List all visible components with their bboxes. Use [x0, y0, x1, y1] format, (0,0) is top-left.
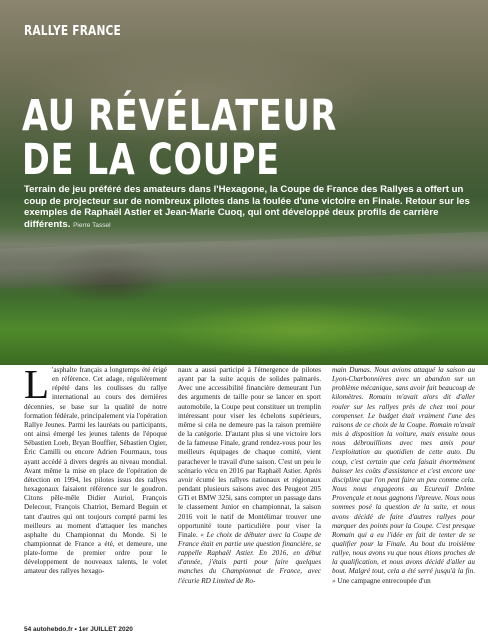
drop-cap: L: [24, 366, 50, 407]
headline: [22, 91, 381, 185]
column-2: [178, 366, 321, 624]
column-3-quote: main Dumas. Nous avions attaqué la saison au Lyon-Charbonnières avec un abandon sur un problème mécanique, sans avoir fait beaucoup de kilomètres. Romain m'avait alors dit d'aller rouler sur les rallyes près de chez moi pour compenser. Le budget était vraiment l'une des raisons de ce choix de la Coupe. Romain m'avait mis à disposition la voiture, mais ensuite nous nous débrouillions avec mes amis pour l'exploitation au quotidien de cette auto. Du coup, c'est certain que cela faisait énormément baisser les coûts d'assistance et c'est encore une discipline que l'on peut faire un peu comme cela. Nous nous engageons au Ecureuil Drôme Provençale et nous gagnons l'épreuve. Nous nous sommes posé la question de la suite, et nous avons décidé de faire d'autres rallyes pour marquer des points pour la Coupe. C'est presque Romain qui a eu l'idée en fait de tenter de se qualifier pour la Finale. Au bout du troisième rallye, nous avons vu que nous étions proches de la qualification, et nous avons décidé d'aller au bout. Malgré tout, cela a été serré jusqu'à la fin. »: [332, 366, 475, 585]
column-3: [332, 366, 475, 624]
column-2-text: naux a aussi participé à l'émergence de pilotes ayant par la suite acquis de solides palmarès. Avec une accessibilité financière demeurant l'un des arguments de taille pour se lancer en sport automobile, la Coupe peut constituer un tremplin intéressant pour viser les échelons supérieurs, même si cela ne demeure pas la raison première de la catégorie. D'autant plus si une victoire lors de la fameuse Finale, grand rendez-vous pour les meilleurs équipages de chaque comité, vient parachever le travail d'une saison. C'est un peu le scénario vécu en 2016 par Raphaël Astier. Après avoir écumé les rallyes nationaux et régionaux pendant plusieurs saisons avec des Peugeot 205 GTi et BMW 325i, sans compter un passage dans le classement Junior en championnat, la saison 2016 voit le natif de Montélimar trouver une opportunité toute particulière pour viser la Finale.: [178, 366, 321, 539]
lead-paragraph: [24, 184, 474, 231]
road-blur: [0, 231, 488, 290]
foliage-blur: [0, 295, 488, 365]
column-1: [24, 366, 167, 624]
headline-line-2: DE LA COUPE: [22, 135, 280, 185]
column-1-text: 'asphalte français a longtemps été érigé en référence. Cet adage, régulièrement répété dans les coulisses du rallye international au cours des dernières décennies, se base sur la qualité de notre formation fédérale, principalement via l'opération Rallye Jeunes. Parmi les lauréats ou participants, ont ainsi émergé les jeunes talents de l'époque Sébastien Loeb, Bryan Bouffier, Sébastien Ogier, Éric Camilli ou encore Adrien Fourmaux, tous ayant accédé à divers degrés au niveau mondial. Avant même la mise en place de l'opération de détection en 1994, les pilotes issus des rallyes hexagonaux faisaient référence sur le goudron. Citons pêle-mêle Didier Auriol, François Delecour, François Chatriot, Bernard Beguin et tant d'autres qui ont toujours compté parmi les meilleurs au moment d'attaquer les manches asphalte du Championnat du Monde. Si le championnat de France a été, et demeure, une plate-forme de premier ordre pour le développement de nouveaux talents, le volet amateur des rallyes hexago-: [24, 366, 167, 576]
author-credit: Pierre Tassel: [73, 221, 111, 229]
section-label: RALLYE FRANCE: [24, 24, 122, 39]
lead-text: Terrain de jeu préféré des amateurs dans l'Hexagone, la Coupe de France des Rallyes a offert un coup de projecteur sur de nombreux pilotes dans la foulée d'une victoire en Finale. Retour sur les exemples de Raphaël Astier et Jean-Marie Cuoq, qui ont développé deux profils de carrière différents.: [24, 184, 470, 230]
column-3-text: Une campagne entrecoupée d'un: [335, 576, 431, 585]
headline-line-1: AU RÉVÉLATEUR: [22, 91, 338, 141]
column-2-quote: « Le choix de débuter avec la Coupe de France était en partie une question financière, se rappelle Raphaël Astier. En 2016, en début d'année, j'étais parti pour faire quelques manches du Championnat de France, avec l'écurie RD Limited de Ro-: [178, 530, 321, 585]
page-footer: 54 autohebdo.fr • 1er JUILLET 2020: [24, 626, 133, 633]
article-body: [24, 366, 476, 624]
